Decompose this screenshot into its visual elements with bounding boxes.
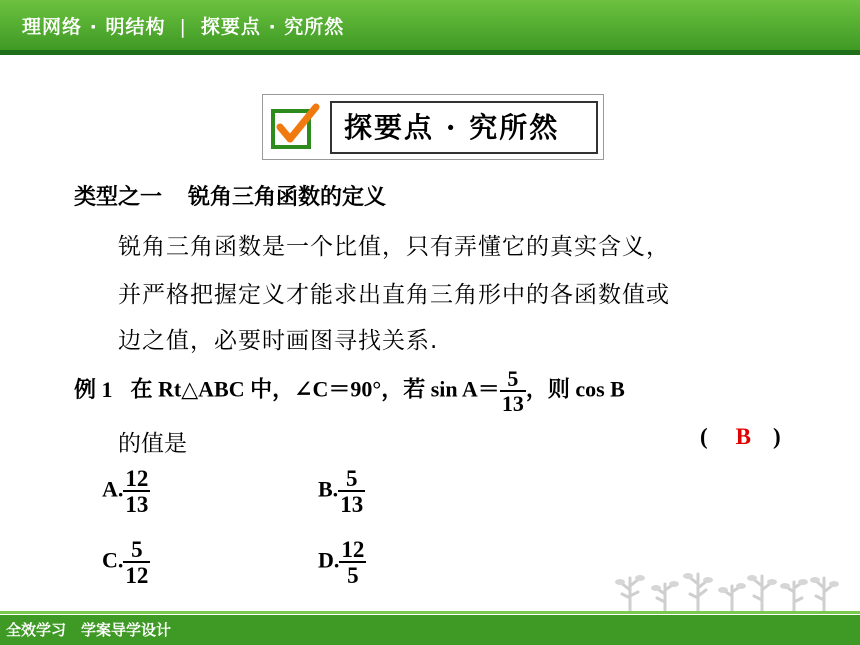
option-fraction: [123, 467, 150, 516]
fraction-numerator: 12: [125, 466, 149, 491]
header-right-link[interactable]: 探要点 · 究所然: [200, 16, 345, 38]
option-c[interactable]: [102, 538, 150, 587]
fraction-numerator: 5: [345, 466, 358, 491]
footer-divider: [0, 611, 860, 614]
type-heading: [74, 180, 386, 211]
fraction-numerator: 5: [507, 366, 519, 391]
example-fraction: [500, 368, 526, 415]
paragraph-line-1: 锐角三角函数是一个比值，只有弄懂它的真实含义，: [118, 234, 670, 260]
option-fraction: [339, 538, 366, 587]
example-label: 例 1: [74, 376, 113, 402]
answer-value: B: [735, 424, 752, 449]
option-letter: C.: [102, 547, 124, 573]
fraction-denominator: 13: [340, 492, 364, 517]
option-letter: B.: [318, 476, 339, 502]
type-topic: 锐角三角函数的定义: [188, 185, 387, 210]
example-text-a: 在 Rt△ABC 中，∠C＝90°，若 sin A＝: [130, 376, 500, 402]
fraction-denominator: 13: [501, 391, 524, 416]
option-letter: D.: [318, 547, 340, 573]
fraction-numerator: 12: [341, 537, 365, 562]
option-fraction: [123, 538, 150, 587]
fraction-denominator: 12: [125, 563, 149, 588]
footer-text: 全效学习 学案导学设计: [6, 621, 172, 639]
option-letter: A.: [102, 476, 124, 502]
section-title: 探要点 · 究所然: [344, 111, 560, 144]
paragraph-line-2: 并严格把握定义才能求出直角三角形中的各函数值或: [118, 282, 670, 308]
fraction-denominator: 5: [339, 561, 366, 587]
answer-slot: [700, 424, 781, 450]
example-text-b: ，则 cos B: [525, 376, 625, 402]
option-a[interactable]: [102, 467, 150, 516]
checkmark-icon: [270, 103, 322, 153]
option-b[interactable]: [318, 467, 365, 516]
option-d[interactable]: [318, 538, 366, 587]
answer-paren-open: (: [700, 424, 708, 449]
paragraph-line-3: 边之值，必要时画图寻找关系.: [118, 328, 439, 354]
header-left-link[interactable]: 理网络 · 明结构: [22, 16, 166, 38]
header-separator: |: [179, 16, 187, 38]
plant-decoration-icon: [610, 568, 850, 614]
header-divider: [0, 50, 860, 55]
option-fraction: [338, 467, 365, 516]
answer-paren-close: ): [773, 424, 781, 449]
fraction-denominator: 13: [125, 492, 149, 517]
header-nav: [22, 12, 344, 39]
fraction-numerator: 5: [131, 537, 143, 562]
example-stem-continued: 的值是: [118, 431, 187, 457]
example-stem: [74, 368, 625, 415]
type-label: 类型之一: [74, 185, 163, 210]
